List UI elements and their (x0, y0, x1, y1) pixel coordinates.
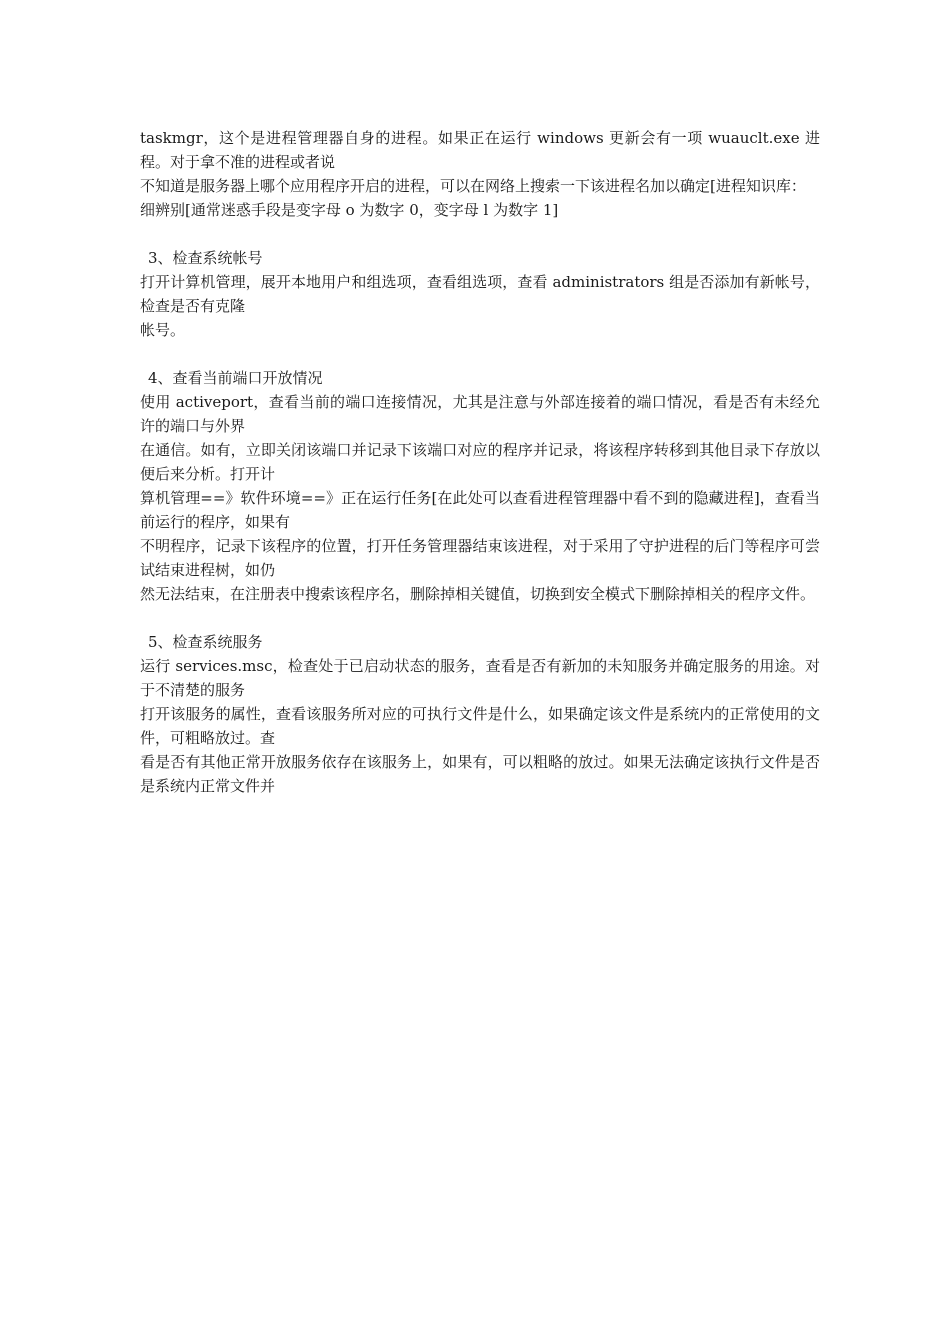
paragraph-unknown-process: 不知道是服务器上哪个应用程序开启的进程，可以在网络上搜索一下该进程名加以确定[进程知识库： (140, 177, 806, 195)
section-heading-3: 3、检查系统帐号 (148, 249, 263, 267)
paragraph-accounts: 打开计算机管理，展开本地用户和组选项，查看组选项，查看 administrators 组是否添加有新帐号，检查是否有克隆 (140, 273, 820, 315)
spacer (140, 222, 820, 246)
spacer (140, 342, 820, 366)
paragraph-service-dependencies: 看是否有其他正常开放服务依存在该服务上，如果有，可以粗略的放过。如果无法确定该执行文件是否是系统内正常文件并 (140, 753, 820, 795)
paragraph-unknown-program: 不明程序，记录下该程序的位置，打开任务管理器结束该进程，对于采用了守护进程的后门等程序可尝试结束进程树，如仍 (140, 537, 820, 579)
paragraph-services: 运行 services.msc，检查处于已启动状态的服务，查看是否有新加的未知服务并确定服务的用途。对于不清楚的服务 (140, 657, 820, 699)
paragraph-accounts-end: 帐号。 (140, 321, 186, 339)
paragraph-registry: 然无法结束，在注册表中搜索该程序名，删除掉相关键值，切换到安全模式下删除掉相关的程序文件。 (140, 585, 816, 603)
section-heading-5: 5、检查系统服务 (148, 633, 263, 651)
spacer (140, 606, 820, 630)
paragraph-taskmgr: taskmgr，这个是进程管理器自身的进程。如果正在运行 windows 更新会有一项 wuauclt.exe 进程。对于拿不准的进程或者说 (140, 129, 820, 171)
paragraph-running-tasks: 算机管理==》软件环境==》正在运行任务[在此处可以查看进程管理器中看不到的隐藏进程]，查看当前运行的程序，如果有 (140, 489, 820, 531)
paragraph-service-properties: 打开该服务的属性，查看该服务所对应的可执行文件是什么，如果确定该文件是系统内的正常使用的文件，可粗略放过。查 (140, 705, 820, 747)
paragraph-activeport: 使用 activeport，查看当前的端口连接情况，尤其是注意与外部连接着的端口情况，看是否有未经允许的端口与外界 (140, 393, 820, 435)
document-body (140, 126, 820, 798)
paragraph-close-port: 在通信。如有，立即关闭该端口并记录下该端口对应的程序并记录，将该程序转移到其他目录下存放以便后来分析。打开计 (140, 441, 820, 483)
paragraph-letter-digit-note: 细辨别[通常迷惑手段是变字母 o 为数字 0，变字母 l 为数字 1] (140, 201, 559, 219)
section-heading-4: 4、查看当前端口开放情况 (148, 369, 323, 387)
